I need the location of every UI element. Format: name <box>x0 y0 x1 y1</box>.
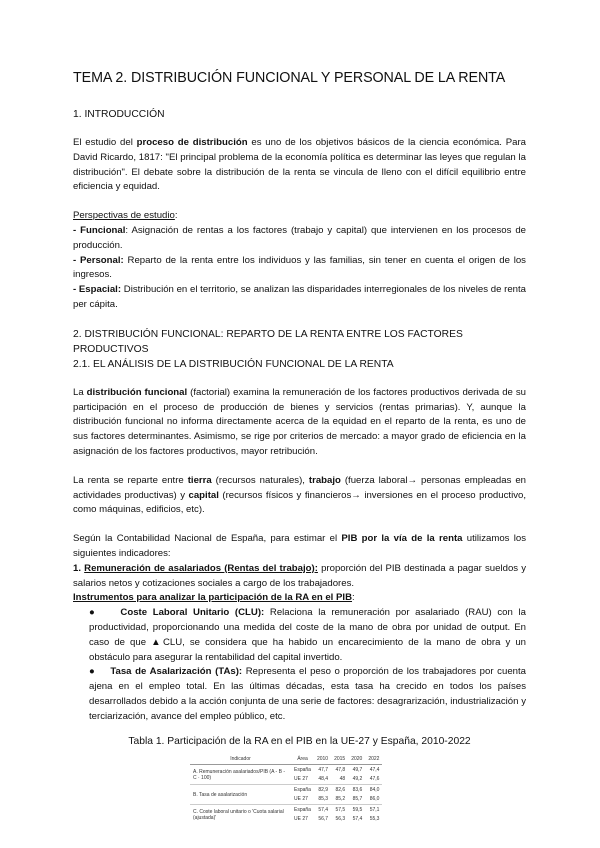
table-header-cell: 2010 <box>314 755 331 765</box>
table-cell: 84,0 <box>365 785 382 795</box>
table-cell: 49,7 <box>352 766 363 773</box>
table-cell: 86,0 <box>369 796 380 803</box>
table-cell: 82,9 <box>314 785 331 795</box>
table-cell-area: España <box>291 785 314 795</box>
section-1-heading: 1. INTRODUCCIÓN <box>73 109 165 120</box>
table-cell: 48,4 <box>318 776 329 783</box>
table-cell: 83,6 <box>348 785 365 795</box>
table-cell: 56,7 <box>318 816 329 823</box>
table-cell: 85,7 <box>352 796 363 803</box>
table-cell: 49,2 <box>352 776 363 783</box>
document-content <box>73 70 526 824</box>
table-cell: 82,6 <box>331 785 348 795</box>
table-cell: 47,7 <box>318 766 329 773</box>
table-row <box>190 805 382 815</box>
indicator-1-paragraph: 1. Remuneración de asalariados (Rentas del trabajo): proporción del PIB destinada a pagar sueldos y salarios netos y cotizaciones sociales a cargo de los trabajadores. <box>73 562 527 589</box>
table-header-cell: 2022 <box>365 755 382 765</box>
table-cell: 59,5 <box>348 805 365 815</box>
table-cell: 55,3 <box>369 816 380 823</box>
document-title: TEMA 2. DISTRIBUCIÓN FUNCIONAL Y PERSONAL DE LA RENTA <box>73 70 506 86</box>
table-cell: 85,2 <box>335 796 346 803</box>
table-cell-area: España <box>294 766 311 773</box>
table-cell-area: UE 27 <box>294 796 308 803</box>
instruments-title: Instrumentos para analizar la participación de la RA en el PIB: <box>73 592 355 604</box>
table-cell: 57,4 <box>314 805 331 815</box>
table-cell: 57,1 <box>365 805 382 815</box>
table-cell-indicator: A. Remuneración asalariados/PIB (A - B - C · 100) <box>193 768 285 781</box>
table-cell: 47,8 <box>335 766 346 773</box>
factors-paragraph: La renta se reparte entre tierra (recursos naturales), trabajo (fuerza laboral→ personas empleadas en actividades productivas) y capital (recursos físicos y financieros→ inversiones en el proceso productivo, como máquinas, edificios, etc). <box>73 474 527 516</box>
perspective-item: - Funcional: Asignación de rentas a los factores (trabajo y capital) que intervienen en los procesos de producción. <box>73 224 526 251</box>
table-header-cell: 2015 <box>331 755 348 765</box>
table-cell: 57,4 <box>352 816 363 823</box>
bullet-clu: ● Coste Laboral Unitario (CLU): Relaciona la remuneración por asalariado (RAU) con la productividad, proporcionando una medida del coste de la mano de obra por unidad de output. En caso de que ▲CLU, se considera que ha habido un encarecimiento de la mano de obra y un obstáculo para asegurar la rentabilidad del capital invertido. <box>89 607 526 663</box>
section-2-heading: 2. DISTRIBUCIÓN FUNCIONAL: REPARTO DE LA RENTA ENTRE LOS FACTORES PRODUCTIVOS <box>73 328 463 355</box>
table-cell: 47,6 <box>369 776 380 783</box>
table-cell-indicator: B. Tasa de asalarización <box>190 785 291 805</box>
bullet-tas: ● Tasa de Asalarización (TAs): Representa el peso o proporción de los trabajadores por cuenta ajena en el empleo total. En las últimas décadas, esta tasa ha crecido en todos los países desarrollados debido a la acción conjunta de una serie de factores: desagrarización, industrialización y terciarización, avance del empleo público, etc. <box>89 666 526 722</box>
table-cell: 57,5 <box>331 805 348 815</box>
perspective-item: - Espacial: Distribución en el territorio, se analizan las disparidades interregionales de los niveles de renta per cápita. <box>73 284 526 310</box>
table-header-cell: Indicador <box>190 755 291 765</box>
table-cell-indicator: C. Coste laboral unitario o 'Cuota salarial (ajustada)' <box>190 805 291 825</box>
table-cell-area: UE 27 <box>294 776 308 783</box>
table-cell: 85,3 <box>318 796 329 803</box>
functional-distribution-paragraph: La distribución funcional (factorial) examina la remuneración de los factores productivos derivada de su participación en el proceso de producción de bienes y servicios (rentas primarias). Y, aunque la distribución funcional no informa directamente acerca de la equidad en el reparto de la renta, es uno de sus factores determinantes. Asimismo, se rige por criterios de mercado: a mayor grado de eficiencia en la asignación de los factores productivos, mayor retribución. <box>73 386 526 457</box>
table-row <box>190 785 382 795</box>
table-header-row <box>190 755 382 765</box>
table-cell-area: España <box>291 805 314 815</box>
table-cell: 47,4 <box>369 766 380 773</box>
national-accounts-paragraph: Según la Contabilidad Nacional de España, para estimar el PIB por la vía de la renta utilizamos los siguientes indicadores: <box>73 533 526 559</box>
table-header-cell: 2020 <box>348 755 365 765</box>
table-caption: Tabla 1. Participación de la RA en el PIB en la UE-27 y España, 2010-2022 <box>128 735 471 747</box>
intro-paragraph: El estudio del proceso de distribución es uno de los objetivos básicos de la ciencia económica. Para David Ricardo, 1817: "El principal problema de la economía política es determinar las leyes que regulan la distribución". El debate sobre la distribución de la renta se vincula de lleno con el difícil equilibrio entre eficiencia y equidad. <box>73 137 527 193</box>
section-2-1-heading: 2.1. EL ANÁLISIS DE LA DISTRIBUCIÓN FUNCIONAL DE LA RENTA <box>73 358 394 370</box>
perspectives-title: Perspectivas de estudio: <box>73 210 178 222</box>
perspective-item: - Personal: Reparto de la renta entre los individuos y las familias, sin tener en cuenta el origen de los ingresos. <box>73 254 526 281</box>
table-cell: 56,3 <box>335 816 346 823</box>
table-row <box>190 765 382 775</box>
table-header-cell: Área <box>291 755 314 765</box>
ra-pib-table <box>190 755 382 825</box>
table-cell-area: UE 27 <box>294 816 308 823</box>
table-cell: 48 <box>339 776 346 783</box>
